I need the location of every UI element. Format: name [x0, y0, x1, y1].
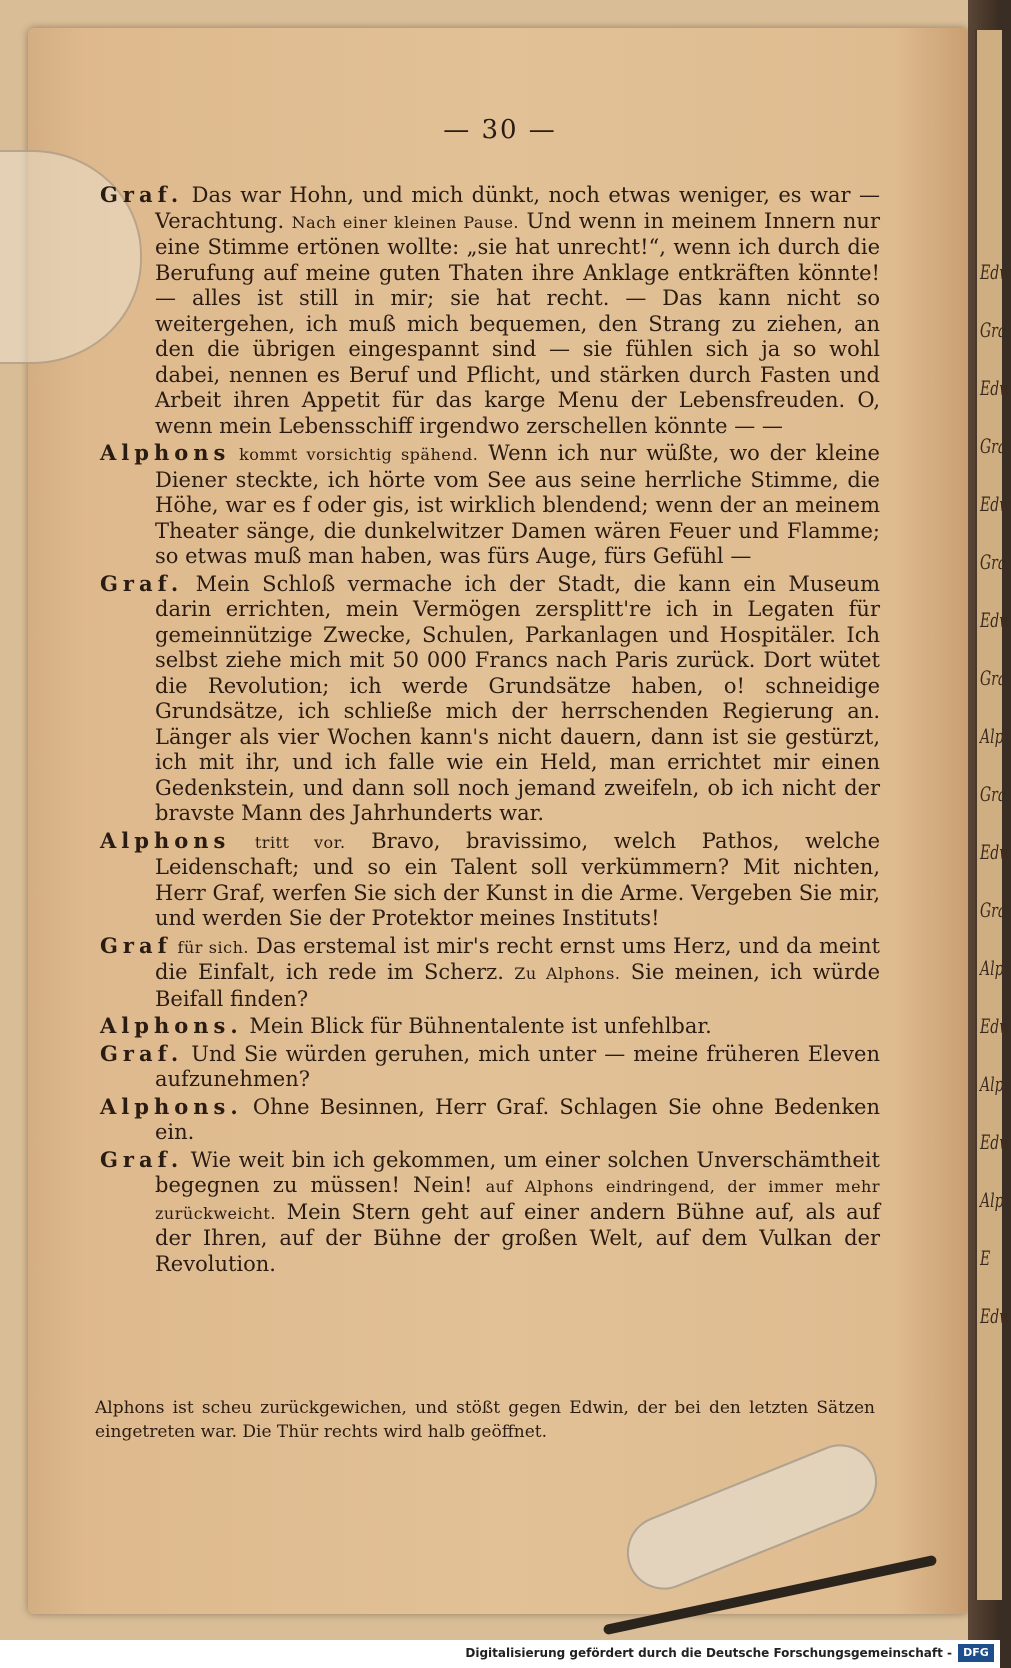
next-page-fragment: Alp: [980, 956, 1004, 980]
speech-text: Wenn ich nur wüßte, wo der kleine Diener steckte, ich hörte vom See aus seine herrliche Stimme, die Höhe, war es f oder gis, ist wirklich blendend; wenn der an meinem Theater sänge, die dunkelwitzer Damen wären Feuer und Flamme; so etwas muß man haben, was fürs Auge, fürs Gefühl —: [155, 441, 880, 568]
speech-text: Das war Hohn, und mich dünkt, noch etwas weniger, es war — Verachtung.: [155, 183, 880, 233]
speaker-name: Alphons: [100, 440, 231, 465]
stage-direction: für sich.: [171, 937, 249, 957]
stage-direction: Zu Alphons.: [514, 964, 621, 983]
final-stage-direction: Alphons ist scheu zurückgewichen, und stößt gegen Edwin, der bei den letzten Sätzen eingetreten war. Die Thür rechts wird halb geöffnet.: [95, 1398, 875, 1442]
dialogue-paragraph: [100, 828, 880, 932]
next-page-fragment: Gra: [980, 434, 1007, 458]
footer-bar: [0, 1640, 1000, 1668]
next-page-fragment: Gra: [980, 550, 1007, 574]
next-page-fragment: Edw: [980, 376, 1011, 400]
dialogue-paragraph: [100, 933, 880, 1013]
stage-direction: auf Alphons eindringend, der immer mehr zurückweicht.: [155, 1177, 881, 1223]
stage-direction: tritt vor.: [230, 832, 346, 852]
next-page-fragment: E: [980, 1246, 991, 1270]
speaker-name: Graf.: [100, 1146, 184, 1172]
dialogue-paragraph: [100, 182, 880, 439]
next-page-fragment: Alp: [980, 1188, 1004, 1212]
speech-text: Bravo, bravissimo, welch Pathos, welche Leidenschaft; und so ein Talent soll verkümmern? Mit nichten, Herr Graf, werfen Sie sich der Kunst in die Arme. Vergeben Sie mir, und werden Sie der Protektor meines Instituts!: [155, 828, 881, 930]
next-page-fragment: Gra: [980, 782, 1007, 806]
dialogue-paragraph: [100, 440, 880, 570]
next-page-fragment: Edw: [980, 260, 1011, 284]
speaker-name: Graf.: [100, 182, 184, 207]
speech-text: Mein Stern geht auf einer andern Bühne auf, als auf der Ihren, auf der Bühne der großen Welt, auf dem Vulkan der Revolution.: [155, 1199, 880, 1276]
speaker-name: Alphons: [100, 827, 231, 853]
next-page-fragment: Edw: [980, 1304, 1011, 1328]
dialogue-paragraph: [100, 1147, 880, 1278]
footer-credit: Digitalisierung gefördert durch die Deutsche Forschungsgemeinschaft -: [465, 1646, 952, 1660]
dialogue-paragraph: [100, 1041, 880, 1093]
dialogue-paragraph: [100, 1094, 880, 1146]
next-page-fragment: Edw: [980, 1014, 1011, 1038]
dfg-logo: DFG: [958, 1644, 994, 1662]
speech-text: Mein Blick für Bühnentalente ist unfehlbar.: [242, 1014, 712, 1038]
stage-direction: kommt vorsichtig spähend.: [230, 445, 479, 464]
speech-text: Mein Schloß vermache ich der Stadt, die kann ein Museum darin errichten, mein Vermögen zersplitt're ich in Legaten für gemeinnützige Zwecke, Schulen, Parkanlagen und Hospitäler. Ich selbst ziehe mich mit 50 000 Francs nach Paris zurück. Dort wütet die Revolution; ich werde Grundsätze haben, o! schneidige Grundsätze, ich schließe mich der herrschenden Regierung an. Länger als vier Wochen kann's nicht dauern, dann ist sie gestürzt, ich mit ihr, und ich falle wie ein Held, man errichtet mir einen Gedenkstein, und dann soll noch jemand zweifeln, ob ich nicht der bravste Mann des Jahrhunderts war.: [155, 571, 880, 825]
speaker-name: Graf.: [100, 570, 184, 596]
speech-text: Wie weit bin ich gekommen, um einer solchen Unverschämtheit begegnen zu müssen! Nein!: [155, 1147, 880, 1197]
speaker-name: Graf.: [100, 1040, 184, 1066]
next-page-fragment: Edw: [980, 608, 1011, 632]
speech-text: Sie meinen, ich würde Beifall finden?: [155, 960, 880, 1011]
speaker-name: Alphons.: [100, 1093, 243, 1119]
dialogue-paragraph: [100, 571, 880, 827]
page-number: — 30 —: [443, 115, 557, 145]
next-page-fragment: Edw: [980, 492, 1011, 516]
next-page-edge: [975, 30, 1011, 1600]
next-page-fragment: Alp: [980, 724, 1004, 748]
next-page-fragment: Edw: [980, 1130, 1011, 1154]
next-page-fragment: Gra: [980, 318, 1007, 342]
speaker-name: Graf: [100, 932, 172, 958]
speaker-name: Alphons.: [100, 1013, 243, 1038]
play-text: [100, 182, 880, 1278]
stage-direction: Nach einer kleinen Pause.: [291, 212, 519, 232]
speech-text: Und Sie würden geruhen, mich unter — meine früheren Eleven aufzunehmen?: [155, 1041, 880, 1091]
next-page-fragment: Edw: [980, 840, 1011, 864]
speech-text: Ohne Besinnen, Herr Graf. Schlagen Sie ohne Bedenken ein.: [155, 1094, 880, 1144]
speech-text: Und wenn in meinem Innern nur eine Stimme ertönen wollte: „sie hat unrecht!“, wenn ich durch die Berufung auf meine guten Thaten ihre Anklage entkräften könnte! — alles ist still in mir; sie hat recht. — Das kann nicht so weitergehen, ich muß mich bequemen, den Strang zu ziehen, an den die übrigen eingespannt sind — sie fühlen sich ja so wohl dabei, nennen es Beruf und Pflicht, und stärken durch Fasten und Arbeit ihren Appetit für das karge Menu der Lebensfreuden. O, wenn mein Lebensschiff irgendwo zerschellen könnte — —: [155, 208, 880, 438]
dialogue-paragraph: [100, 1013, 880, 1040]
speech-text: Das erstemal ist mir's recht ernst ums Herz, und da meint die Einfalt, ich rede im Scherz.: [155, 933, 880, 984]
next-page-fragment: Gra: [980, 898, 1007, 922]
next-page-fragment: Alp: [980, 1072, 1004, 1096]
next-page-fragment: Gra: [980, 666, 1007, 690]
